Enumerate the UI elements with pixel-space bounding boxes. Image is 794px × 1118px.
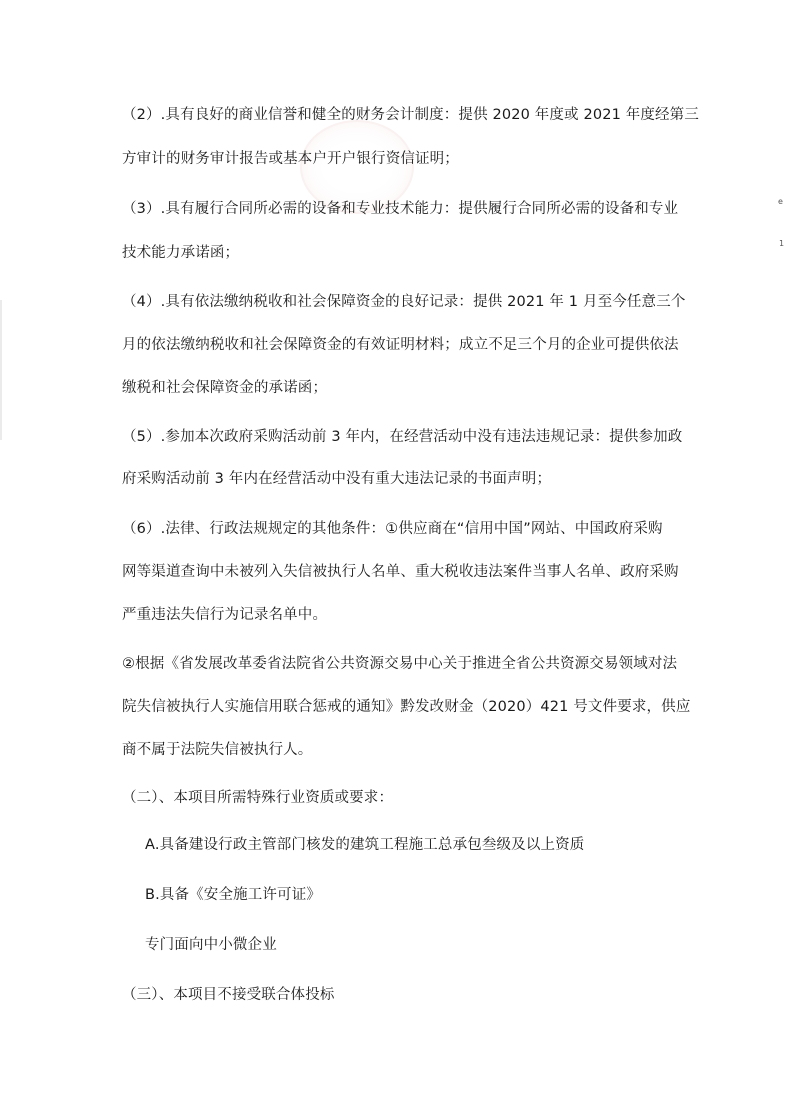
item-5-line-2: 府采购活动前 3 年内在经营活动中没有重大违法记录的书面声明； [122,471,552,487]
scan-edge-shadow [0,300,2,440]
item-circle-2-line-1: ②根据《省发展改革委省法院省公共资源交易中心关于推进全省公共资源交易领域对法 [122,656,678,672]
item-4-line-1: （4）.具有依法缴纳税收和社会保障资金的良好记录：提供 2021 年 1 月至今任意三个 [122,294,686,310]
item-4-line-2: 月的依法缴纳税收和社会保障资金的有效证明材料；成立不足三个月的企业可提供依法 [122,337,679,353]
section-2-item-c: 专门面向中小微企业 [145,937,277,953]
section-2-heading: （二）、本项目所需特殊行业资质或要求： [122,790,394,806]
item-4-line-3: 缴税和社会保障资金的承诺函； [122,380,328,396]
item-6-line-1: （6）.法律、行政法规规定的其他条件：①供应商在“信用中国”网站、中国政府采购 [122,521,663,537]
item-3-line-2: 技术能力承诺函； [122,245,240,261]
margin-mark: 1 [779,239,785,248]
margin-mark: e [778,197,783,206]
item-3-line-1: （3）.具有履行合同所必需的设备和专业技术能力：提供履行合同所必需的设备和专业 [122,201,679,217]
item-6-line-2: 网等渠道查询中未被列入失信被执行人名单、重大税收违法案件当事人名单、政府采购 [122,564,679,580]
section-2-item-a: A.具备建设行政主管部门核发的建筑工程施工总承包叁级及以上资质 [145,837,585,853]
item-circle-2-line-2: 院失信被执行人实施信用联合惩戒的通知》黔发改财金（2020）421 号文件要求，供应 [122,699,691,715]
item-6-line-3: 严重违法失信行为记录名单中。 [122,607,328,623]
item-5-line-1: （5）.参加本次政府采购活动前 3 年内，在经营活动中没有违法违规记录：提供参加政 [122,429,683,445]
section-3-heading: （三）、本项目不接受联合体投标 [122,987,335,1003]
section-2-item-b: B.具备《安全施工许可证》 [145,887,322,903]
item-2-line-2: 方审计的财务审计报告或基本户开户银行资信证明； [122,151,459,167]
item-2-line-1: （2）.具有良好的商业信誉和健全的财务会计制度：提供 2020 年度或 2021 年度经第三 [122,107,699,123]
item-circle-2-line-3: 商不属于法院失信被执行人。 [122,742,313,758]
